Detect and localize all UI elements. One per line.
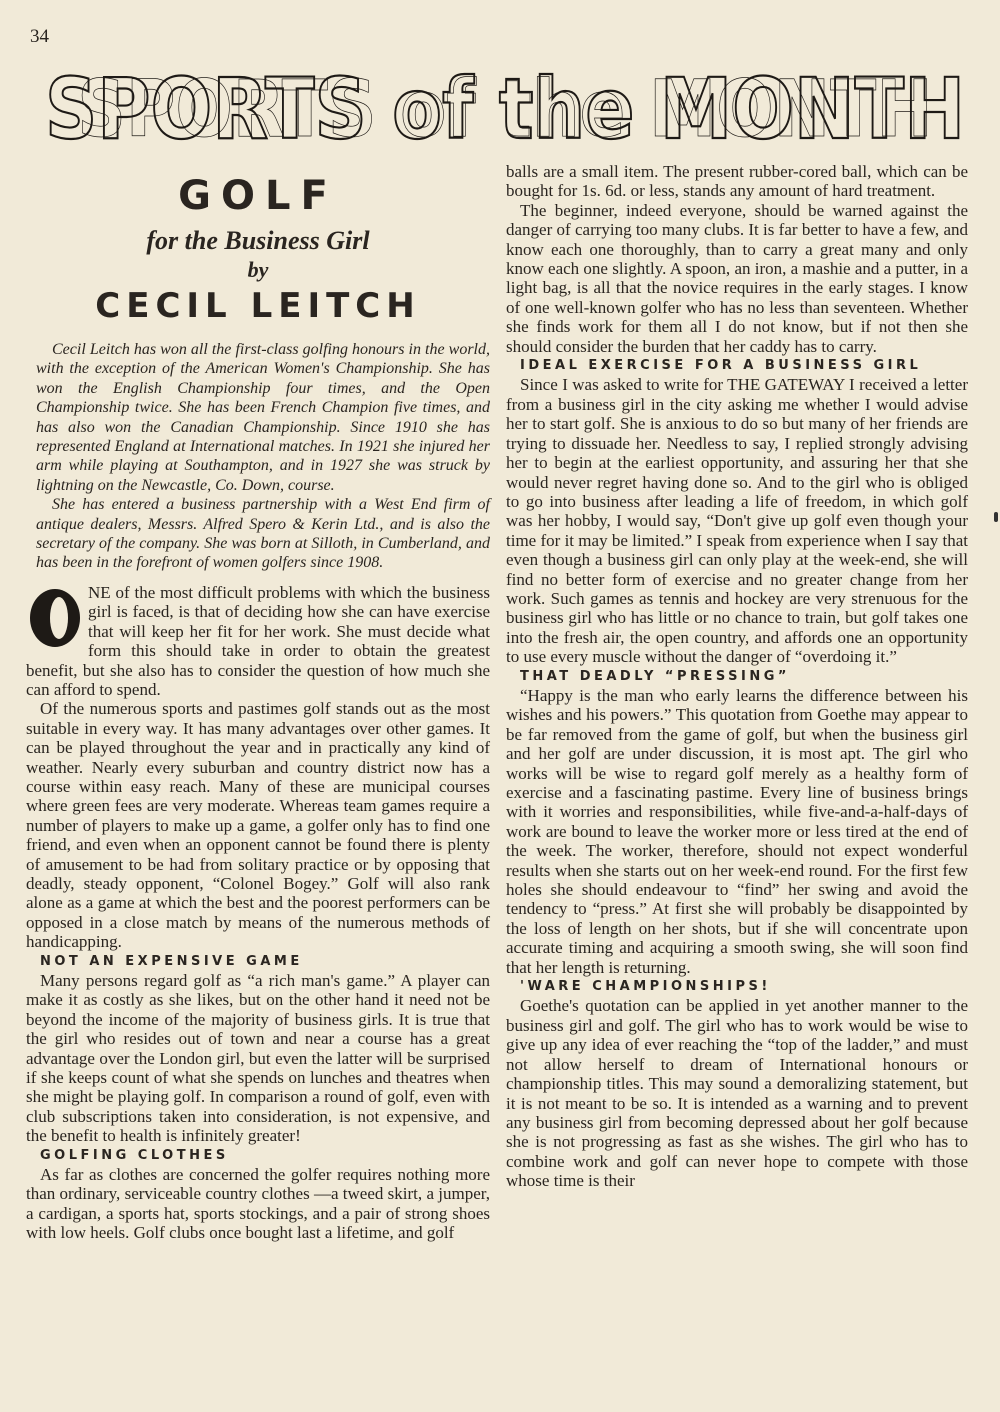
section-heading-championships: 'WARE CHAMPIONSHIPS!	[520, 979, 771, 995]
dropcap	[26, 585, 84, 651]
body-paragraph: As far as clothes are concerned the golfer requires nothing more than ordinary, serviceable country clothes —a tweed skirt, a jumper, a cardigan, a sports hat, sports stockings, and a pair of strong shoes with low heels. Golf clubs once bought last a lifetime, and golf	[26, 1165, 490, 1243]
article-body-left	[26, 583, 490, 1243]
article-subtitle: for the Business Girl	[146, 226, 370, 255]
section-heading-not-expensive: NOT AN EXPENSIVE GAME	[40, 953, 303, 969]
article-title: GOLF	[178, 173, 338, 219]
author-intro	[36, 340, 490, 573]
intro-paragraph: Cecil Leitch has won all the first-class golfing honours in the world, with the exception of the American Women's Championship. She has won the English Championship four times, and the Open Championship twice. She has been French Champion five times, and has also won the Canadian Championship. Since 1910 she has represented England at International matches. In 1921 she injured her arm while playing at Southampton, and in 1927 she was struck by lightning on the Newcastle, Co. Down, course.	[36, 341, 490, 494]
body-paragraph: NE of the most difficult problems with which the business girl is faced, is that of deciding how she can have exercise that will keep her fit for her work. She must decide what form this should take in order to obtain the greatest benefit, but she also has to consider the question of how much she can afford to spend.	[26, 582, 490, 699]
margin-mark	[994, 512, 998, 522]
page-number: 34	[30, 26, 49, 47]
masthead-inline-stroke: SPORTS of the MONTH	[77, 64, 933, 152]
section-heading-pressing: THAT DEADLY “PRESSING”	[520, 668, 790, 684]
right-column	[506, 162, 968, 1191]
body-paragraph: The beginner, indeed everyone, should be warned against the danger of carrying too many clubs. It is far better to have a few, and know each one thoroughly, than to carry a great many and only know each one slightly. A spoon, an iron, a mashie and a putter, in a light bag, is all that the novice requires in the early stages. I know of one well-known golfer who has no less than seventeen. Whether she finds work for them all I do not know, but if not then she should consider the burden that her caddy has to carry.	[506, 200, 968, 356]
masthead-title: SPORTS of the MONTH	[45, 62, 965, 152]
masthead	[40, 62, 970, 152]
byline-by: by	[247, 257, 269, 282]
section-heading-clothes: GOLFING CLOTHES	[40, 1147, 229, 1163]
masthead-title-art	[40, 62, 970, 152]
body-paragraph: Many persons regard golf as “a rich man's game.” A player can make it as costly as she likes, but on the other hand it need not be beyond the income of the majority of business girls. It is true that the girl who resides out of town and near a course has a great advantage over the London girl, but even the latter will be surprised if she keeps count of what she spends on lunches and theatres when she might be playing golf. In comparison a round of golf, even with club subscriptions taken into consideration, is not expensive, and the benefit to health is infinitely greater!	[26, 971, 490, 1146]
body-paragraph: Goethe's quotation can be applied in yet another manner to the business girl and golf. The girl who has to work would be wise to give up any idea of ever reaching the “top of the ladder,” and must not allow herself to dream of International honours or championship titles. This may sound a demoralizing statement, but it is not meant to be so. It is intended as a warning and to prevent any business girl from becoming depressed about her golf because she is not progressing as fast as she wishes. The girl who has to combine work and golf can never hope to compete with those whose time is their	[506, 996, 968, 1191]
section-heading-ideal-exercise: IDEAL EXERCISE FOR A BUSINESS GIRL	[520, 358, 922, 374]
body-paragraph: Since I was asked to write for THE GATEWAY I received a letter from a business girl in the city asking me whether I would advise her to start golf. She is anxious to do so but many of her friends are trying to dissuade her. Needless to say, I replied strongly advising her to begin at the earliest opportunity, and assuring her that she would never regret having done so. And to the girl who is obliged to go into business after leading a life of freedom, in which golf was her hobby, I would say, “Don't give up golf even though your time for it may be limited.” I speak from experience when I say that even though a business girl can only play at the week-end, she will find no better form of exercise and no greater change from her work. Such games as tennis and hockey are very strenuous for the business girl who has little or no chance to train, but golf takes one into the fresh air, the open country, and affords one an opportunity to use every muscle without the danger of “overdoing it.”	[506, 375, 968, 667]
dropcap-o-ornament	[27, 586, 83, 650]
body-paragraph: balls are a small item. The present rubber-cored ball, which can be bought for 1s. 6d. or less, stands any amount of hard treatment.	[506, 162, 968, 201]
left-column	[26, 168, 490, 1243]
intro-paragraph: She has entered a business partnership with a West End firm of antique dealers, Messrs. Alfred Spero & Kerin Ltd., and is also the secretary of the company. She was born at Silloth, in Cumberland, and has been in the forefront of women golfers since 1908.	[36, 496, 490, 572]
body-paragraph: “Happy is the man who early learns the difference between his wishes and his powers.” This quotation from Goethe may appear to be far removed from the game of golf, but when the business girl and her golf are under discussion, it is most apt. The girl who works will be wise to regard golf merely as a healthy form of exercise and a fascinating pastime. Every line of business brings with it worries and responsibilities, while five-and-a-half-days of work are bound to leave the worker more or less tired at the end of the week. The worker, therefore, should not expect wonderful results when she starts out on her week-end round. For the first few holes she should endeavour to “find” her swing and avoid the tendency to “press.” At first she will probably be disappointed by the loss of length on her shots, but if she will concentrate upon accurate timing and acquiring a smooth swing, she will soon find that her length is returning.	[506, 685, 968, 977]
body-paragraph: Of the numerous sports and pastimes golf stands out as the most suitable in every way. It has many advantages over other games. It can be played throughout the year and in practically any kind of weather. Nearly every suburban and country district now has a course within easy reach. Many of these are municipal courses where green fees are very moderate. Whereas team games require a number of players to make up a game, a golfer only has to find one friend, and even when an opponent cannot be found there is plenty of amusement to be had from solitary practice or by opposing that deadly, steady opponent, “Colonel Bogey.” Golf will also rank alone as a game at which the best and the poorest performers can be opposed in a close match by means of the numerous methods of handicapping.	[26, 699, 490, 952]
author-name: CECIL LEITCH	[95, 286, 421, 326]
